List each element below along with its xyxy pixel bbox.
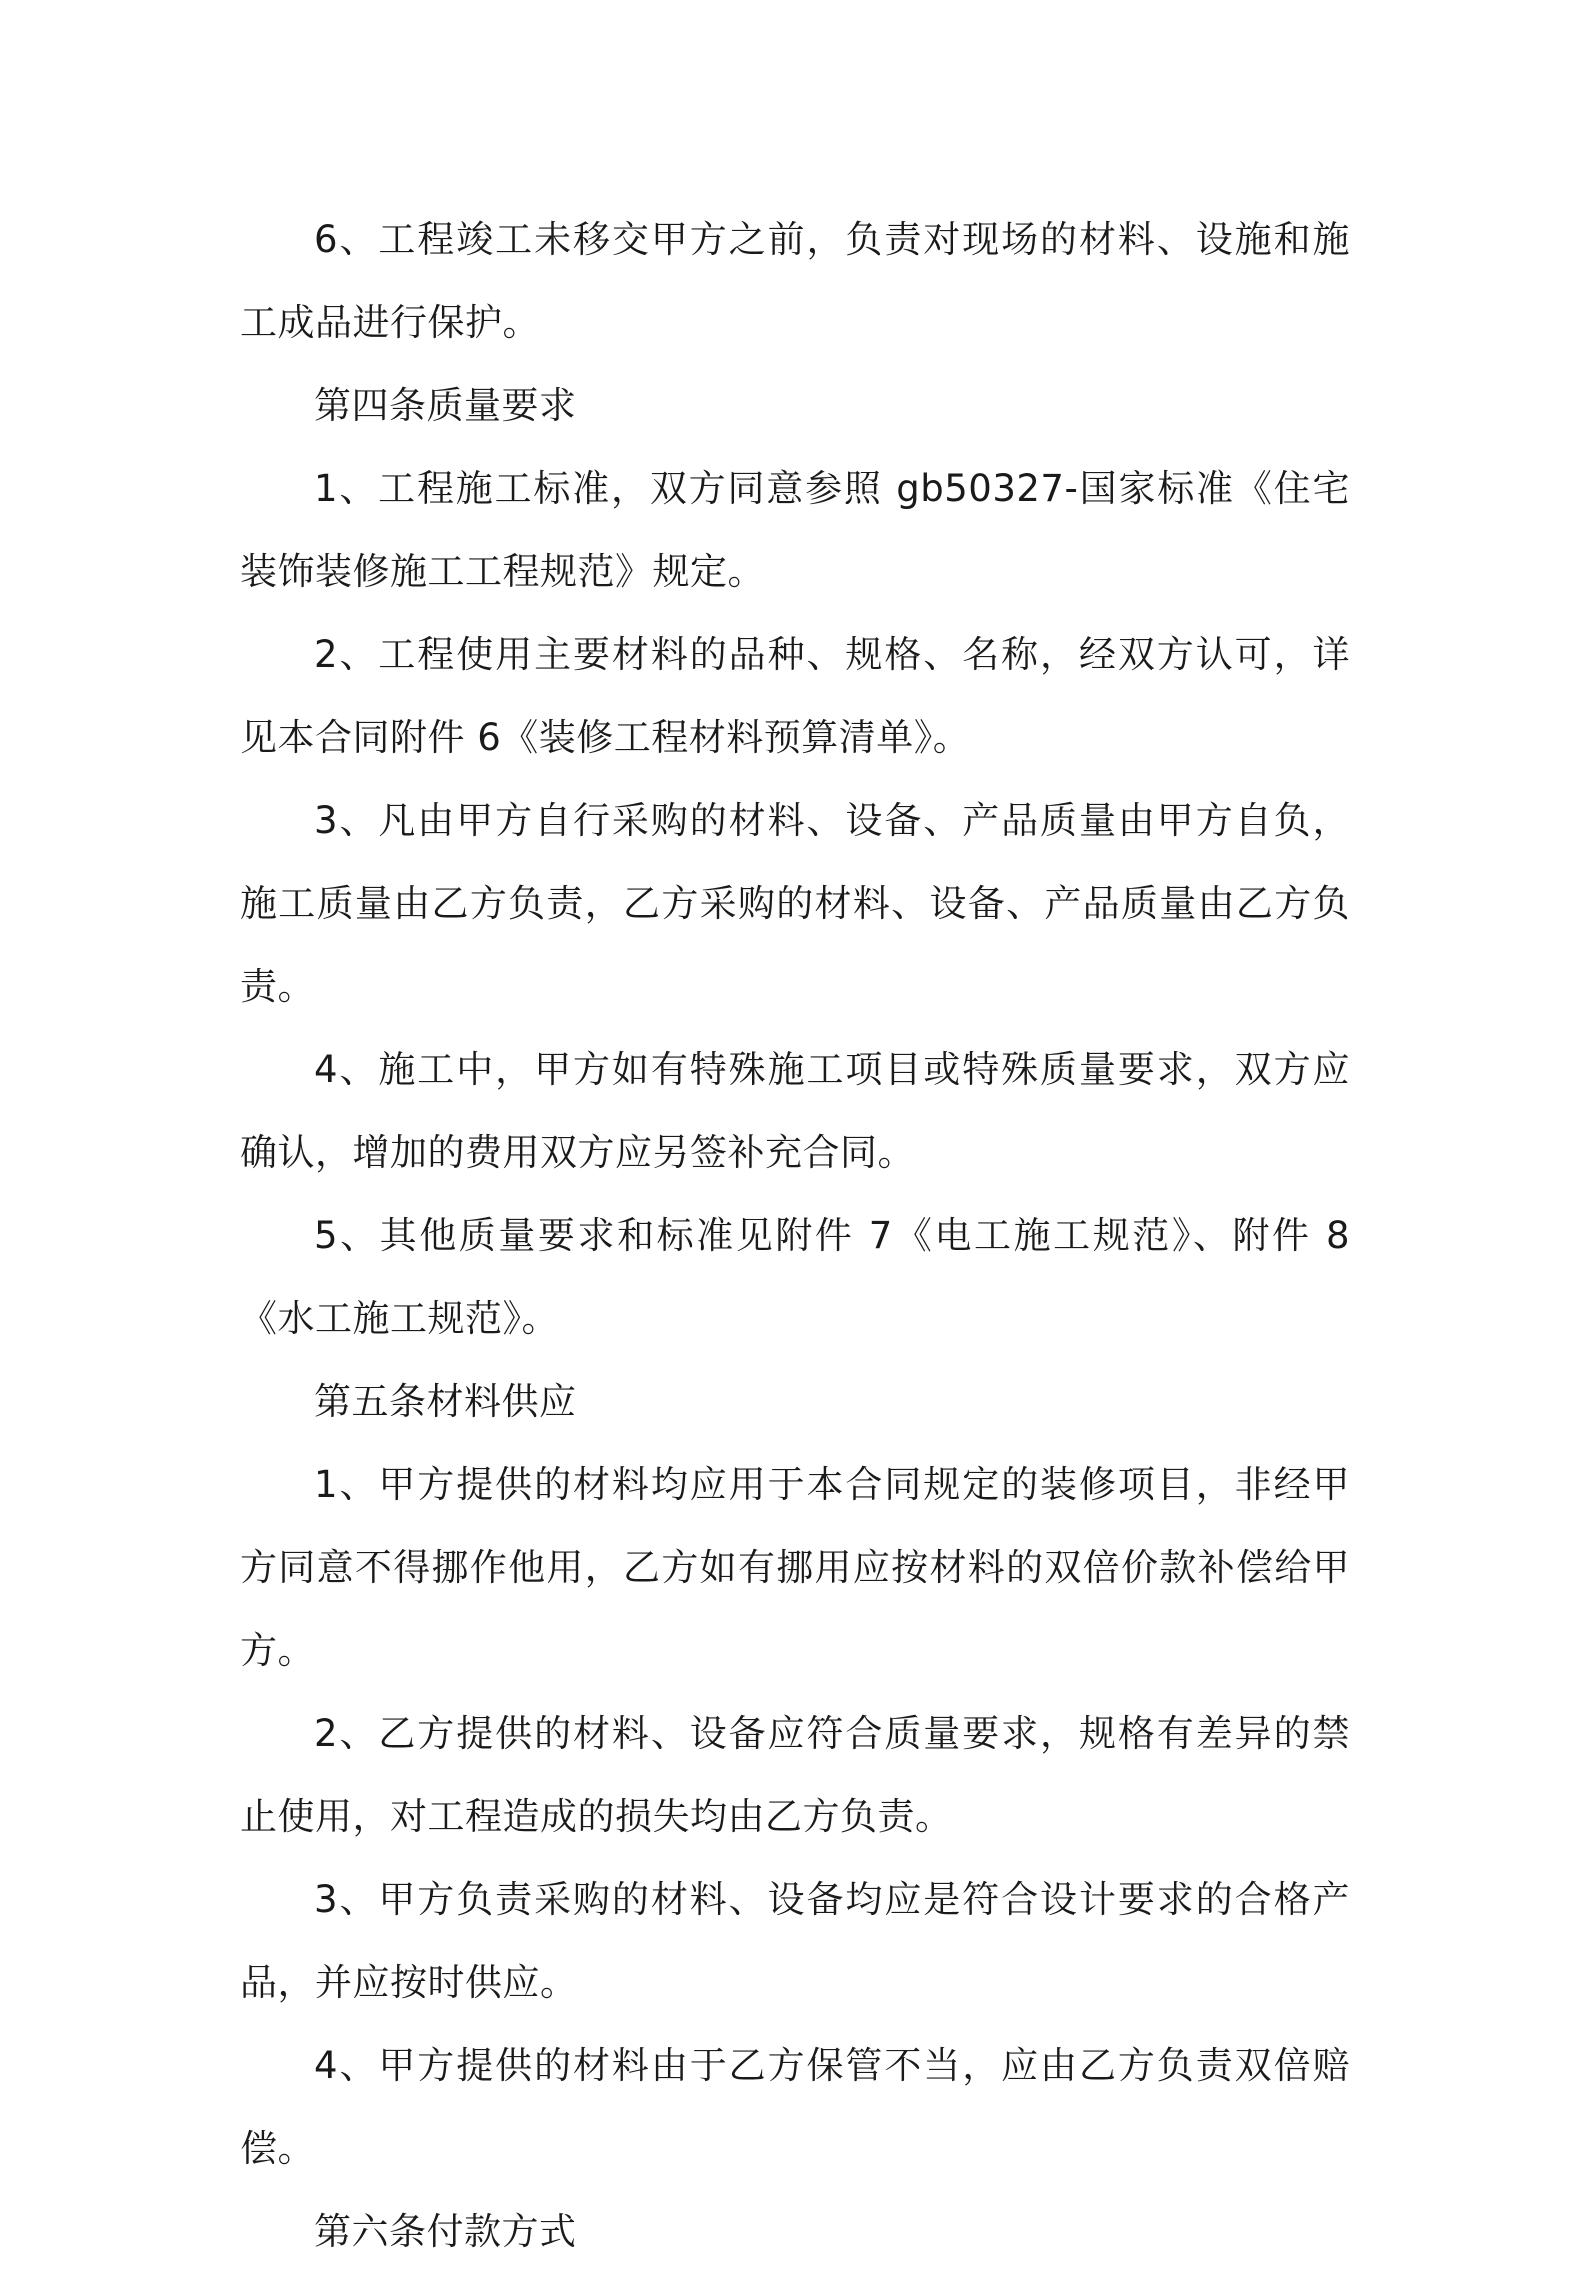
clause-5-item-4: 4、甲方提供的材料由于乙方保管不当，应由乙方负责双倍赔偿。 [240, 2044, 1350, 2170]
clause-3-item-6: 6、工程竣工未移交甲方之前，负责对现场的材料、设施和施工成品进行保护。 [240, 218, 1350, 344]
document-page [240, 198, 1350, 2273]
clause-5-item-3: 3、甲方负责采购的材料、设备均应是符合设计要求的合格产品，并应按时供应。 [240, 1878, 1350, 2004]
clause-4-item-3: 3、凡由甲方自行采购的材料、设备、产品质量由甲方自负，施工质量由乙方负责，乙方采购的材料、设备、产品质量由乙方负责。 [240, 799, 1350, 1008]
clause-4-item-2: 2、工程使用主要材料的品种、规格、名称，经双方认可，详见本合同附件 6《装修工程材料预算清单》。 [240, 633, 1350, 759]
section-heading-article-5: 第五条材料供应 [314, 1380, 577, 1423]
section-heading-article-6: 第六条付款方式 [314, 2210, 577, 2253]
clause-4-item-1: 1、工程施工标准，双方同意参照 gb50327-国家标准《住宅装饰装修施工工程规范》规定。 [240, 467, 1350, 593]
section-heading-article-4: 第四条质量要求 [314, 384, 577, 427]
clause-5-item-1: 1、甲方提供的材料均应用于本合同规定的装修项目，非经甲方同意不得挪作他用，乙方如有挪用应按材料的双倍价款补偿给甲方。 [240, 1463, 1350, 1672]
clause-5-item-2: 2、乙方提供的材料、设备应符合质量要求，规格有差异的禁止使用，对工程造成的损失均由乙方负责。 [240, 1712, 1350, 1838]
clause-4-item-5: 5、其他质量要求和标准见附件 7《电工施工规范》、附件 8《水工施工规范》。 [240, 1214, 1350, 1340]
clause-4-item-4: 4、施工中，甲方如有特殊施工项目或特殊质量要求，双方应确认，增加的费用双方应另签补充合同。 [240, 1048, 1350, 1174]
